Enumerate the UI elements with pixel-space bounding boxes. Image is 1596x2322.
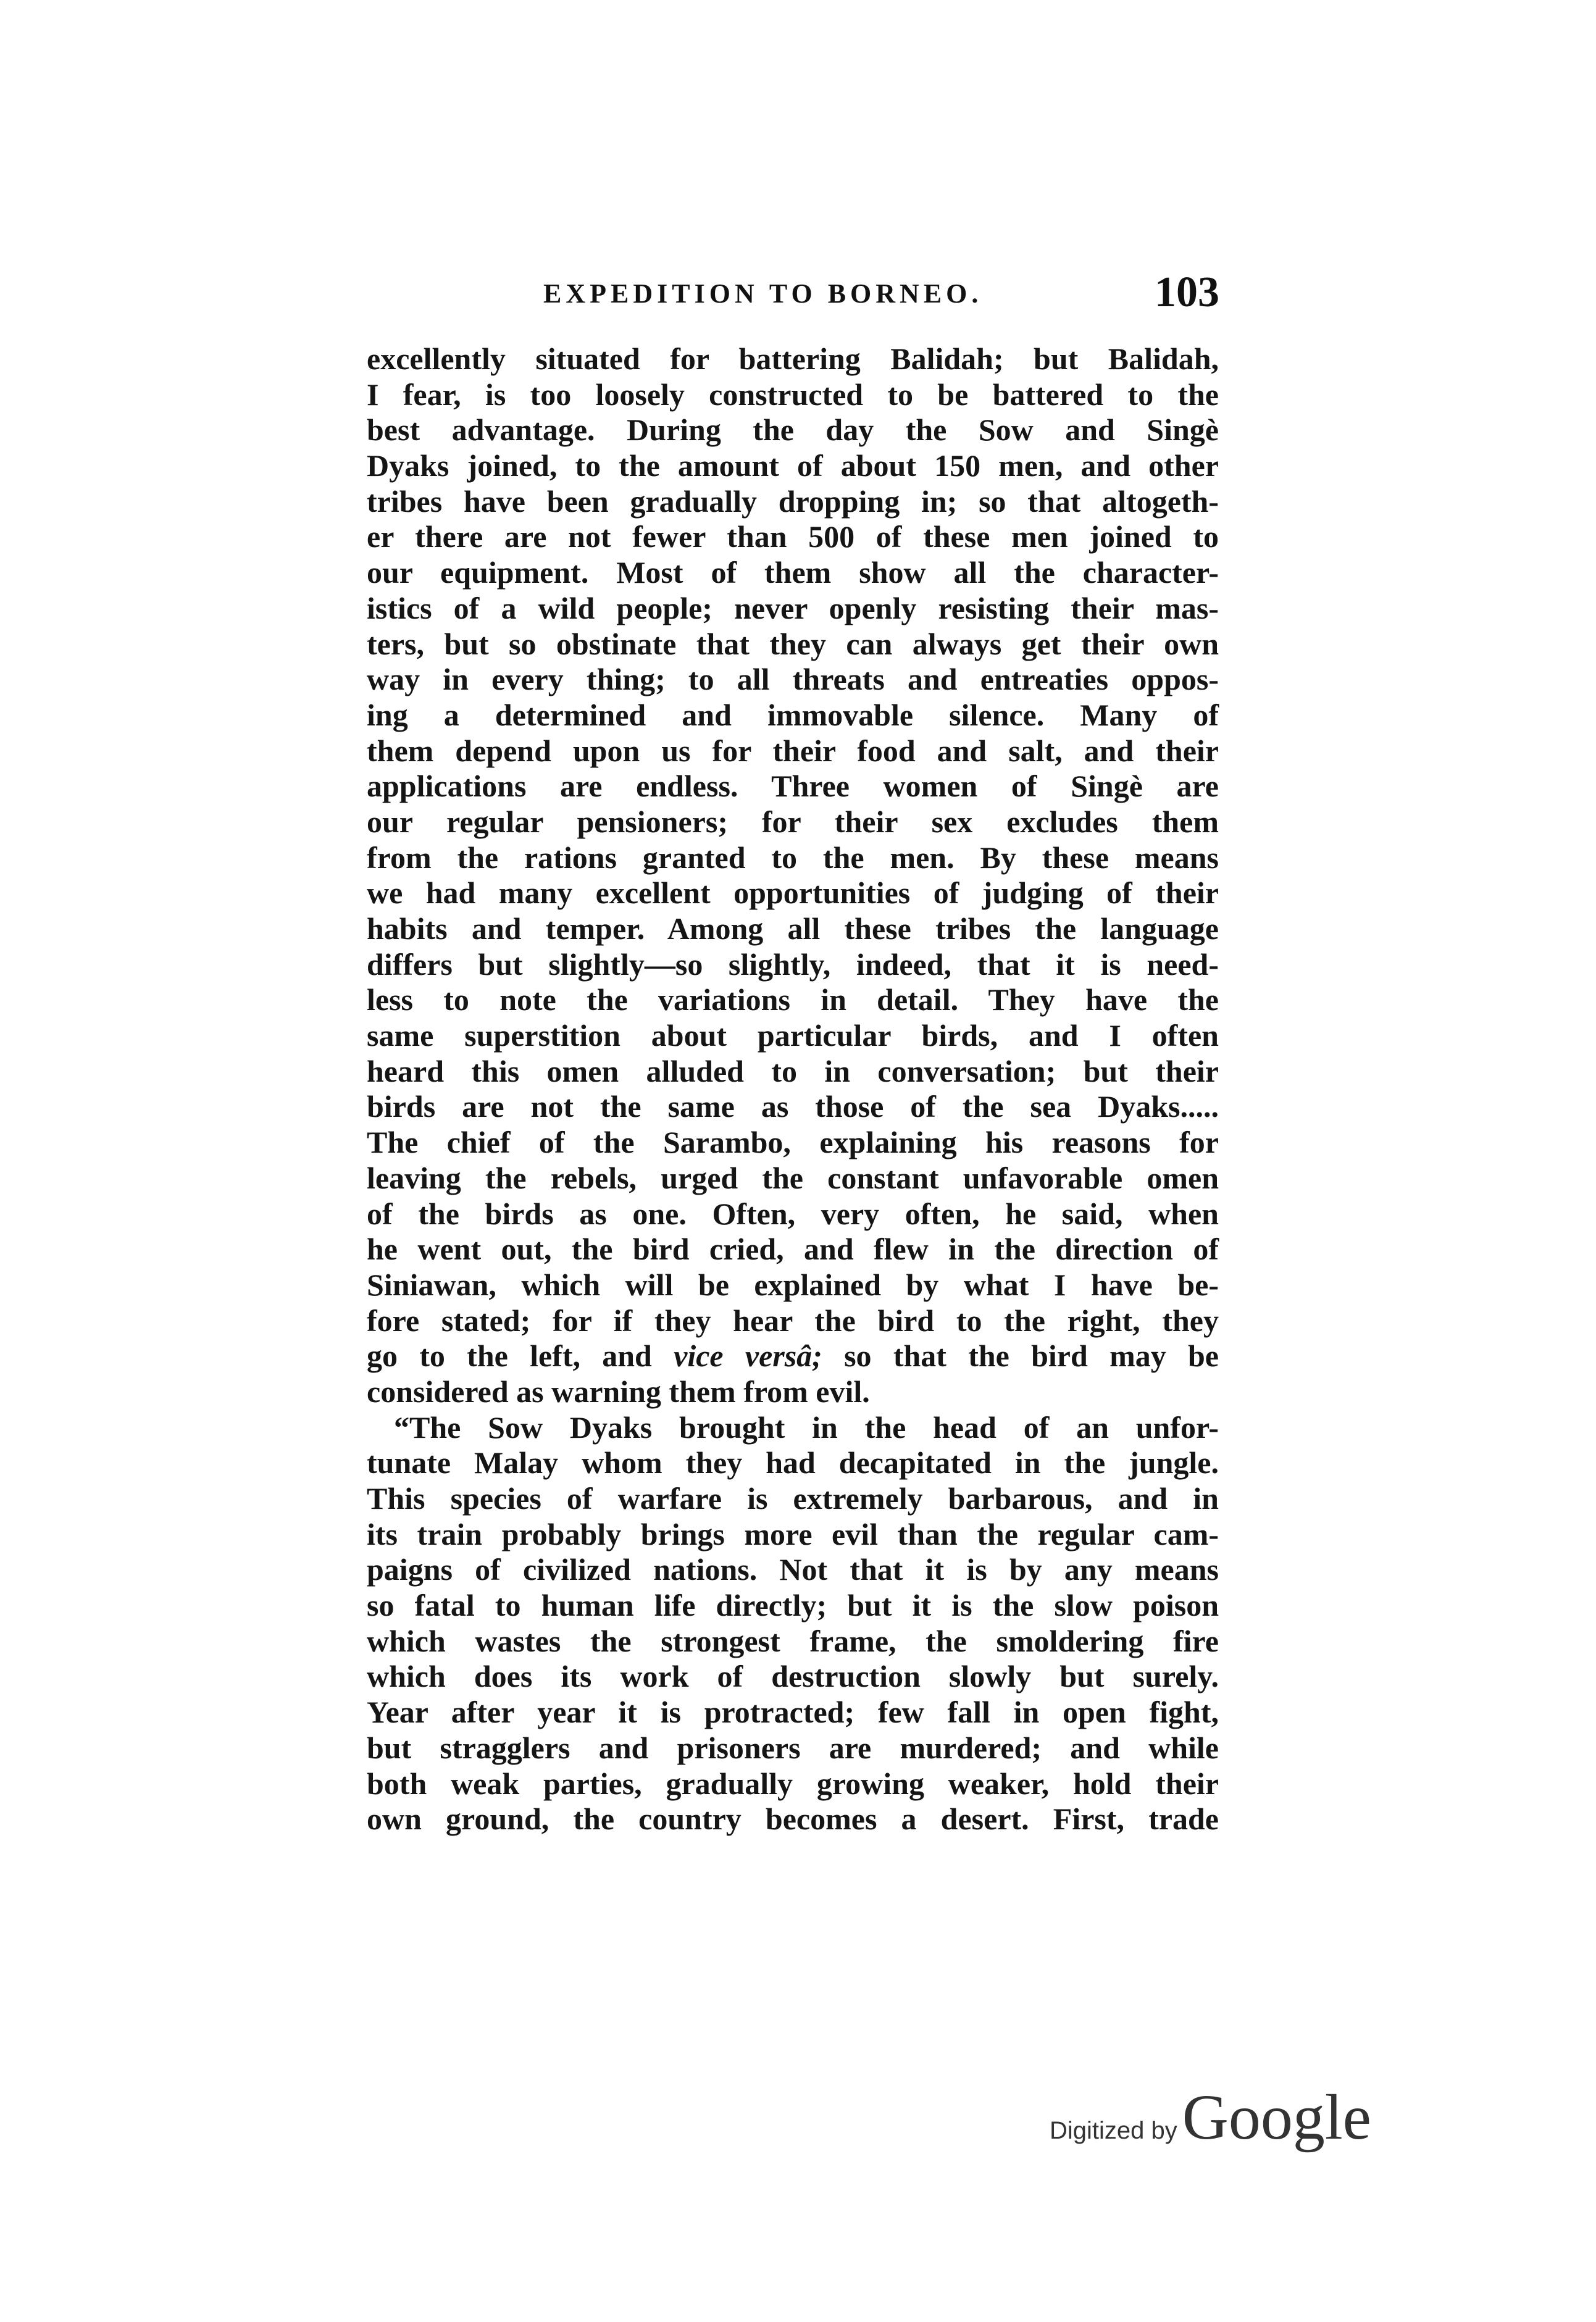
text-line: from the rations granted to the men. By these means bbox=[367, 840, 1219, 875]
text-line: both weak parties, gradually growing weaker, hold their bbox=[367, 1766, 1219, 1801]
text-line: considered as warning them from evil. bbox=[367, 1374, 870, 1409]
text-line: er there are not fewer than 500 of these men joined to bbox=[367, 519, 1219, 554]
text-line: Year after year it is protracted; few fall in open fight, bbox=[367, 1695, 1219, 1730]
text-line: own ground, the country becomes a desert. First, trade bbox=[367, 1802, 1219, 1837]
page-number: 103 bbox=[1155, 269, 1219, 316]
text-line: our regular pensioners; for their sex excludes them bbox=[367, 804, 1219, 839]
text-line: he went out, the bird cried, and flew in the direction of bbox=[367, 1232, 1219, 1267]
text-line: Dyaks joined, to the amount of about 150 men, and other bbox=[367, 448, 1219, 483]
text-line: differs but slightly—so slightly, indeed, that it is need- bbox=[367, 946, 1219, 982]
text-line-with-italic bbox=[367, 1338, 1219, 1374]
text-line: we had many excellent opportunities of judging of their bbox=[367, 875, 1219, 911]
text-line: so fatal to human life directly; but it is the slow poison bbox=[367, 1588, 1219, 1623]
text-line: paigns of civilized nations. Not that it is by any means bbox=[367, 1552, 1219, 1587]
text-line: them depend upon us for their food and salt, and their bbox=[367, 733, 1219, 768]
text-line: but stragglers and prisoners are murdered; and while bbox=[367, 1730, 1219, 1765]
text-line: excellently situated for battering Balidah; but Balidah, bbox=[367, 341, 1219, 376]
google-logo: Google bbox=[1182, 2082, 1371, 2153]
text-line: ters, but so obstinate that they can always get their own bbox=[367, 626, 1219, 661]
text-line: tunate Malay whom they had decapitated in the jungle. bbox=[367, 1445, 1219, 1480]
text-line: applications are endless. Three women of Singè are bbox=[367, 769, 1219, 804]
text-line: our equipment. Most of them show all the character- bbox=[367, 555, 1219, 590]
text-line: which does its work of destruction slowly but surely. bbox=[367, 1659, 1219, 1694]
watermark-prefix: Digitized by bbox=[1050, 2117, 1177, 2144]
text-segment: so that the bird may be bbox=[844, 1338, 1219, 1374]
text-segment: go to the left, and bbox=[367, 1338, 652, 1374]
text-line: best advantage. During the day the Sow and Singè bbox=[367, 412, 1219, 448]
text-line: birds are not the same as those of the sea Dyaks..... bbox=[367, 1089, 1219, 1124]
text-line: same superstition about particular birds, and I often bbox=[367, 1018, 1219, 1053]
text-line: of the birds as one. Often, very often, he said, when bbox=[367, 1196, 1219, 1231]
text-line: This species of warfare is extremely barbarous, and in bbox=[367, 1481, 1219, 1516]
digitized-watermark bbox=[1050, 2081, 1371, 2155]
running-title: EXPEDITION TO BORNEO. bbox=[543, 278, 983, 309]
text-line: leaving the rebels, urged the constant unfavorable omen bbox=[367, 1160, 1219, 1195]
text-line: “The Sow Dyaks brought in the head of an unfor- bbox=[394, 1409, 1219, 1445]
running-head bbox=[0, 269, 1596, 321]
italic-phrase: vice versâ; bbox=[674, 1338, 822, 1374]
text-line: Siniawan, which will be explained by what I have be- bbox=[367, 1267, 1219, 1302]
text-line: way in every thing; to all threats and entreaties oppos- bbox=[367, 662, 1219, 697]
text-line: istics of a wild people; never openly resisting their mas- bbox=[367, 590, 1219, 625]
text-line: habits and temper. Among all these tribes the language bbox=[367, 911, 1219, 946]
text-line: heard this omen alluded to in conversation; but their bbox=[367, 1053, 1219, 1088]
text-line: ing a determined and immovable silence. Many of bbox=[367, 697, 1219, 732]
text-line: less to note the variations in detail. They have the bbox=[367, 982, 1219, 1017]
text-line: tribes have been gradually dropping in; so that altogeth- bbox=[367, 483, 1219, 519]
text-line: I fear, is too loosely constructed to be battered to the bbox=[367, 377, 1219, 412]
text-line: fore stated; for if they hear the bird to the right, they bbox=[367, 1303, 1219, 1338]
body-text bbox=[367, 341, 1219, 1837]
text-line: its train probably brings more evil than the regular cam- bbox=[367, 1516, 1219, 1551]
text-line: The chief of the Sarambo, explaining his reasons for bbox=[367, 1125, 1219, 1160]
text-line: which wastes the strongest frame, the smoldering fire bbox=[367, 1623, 1219, 1658]
